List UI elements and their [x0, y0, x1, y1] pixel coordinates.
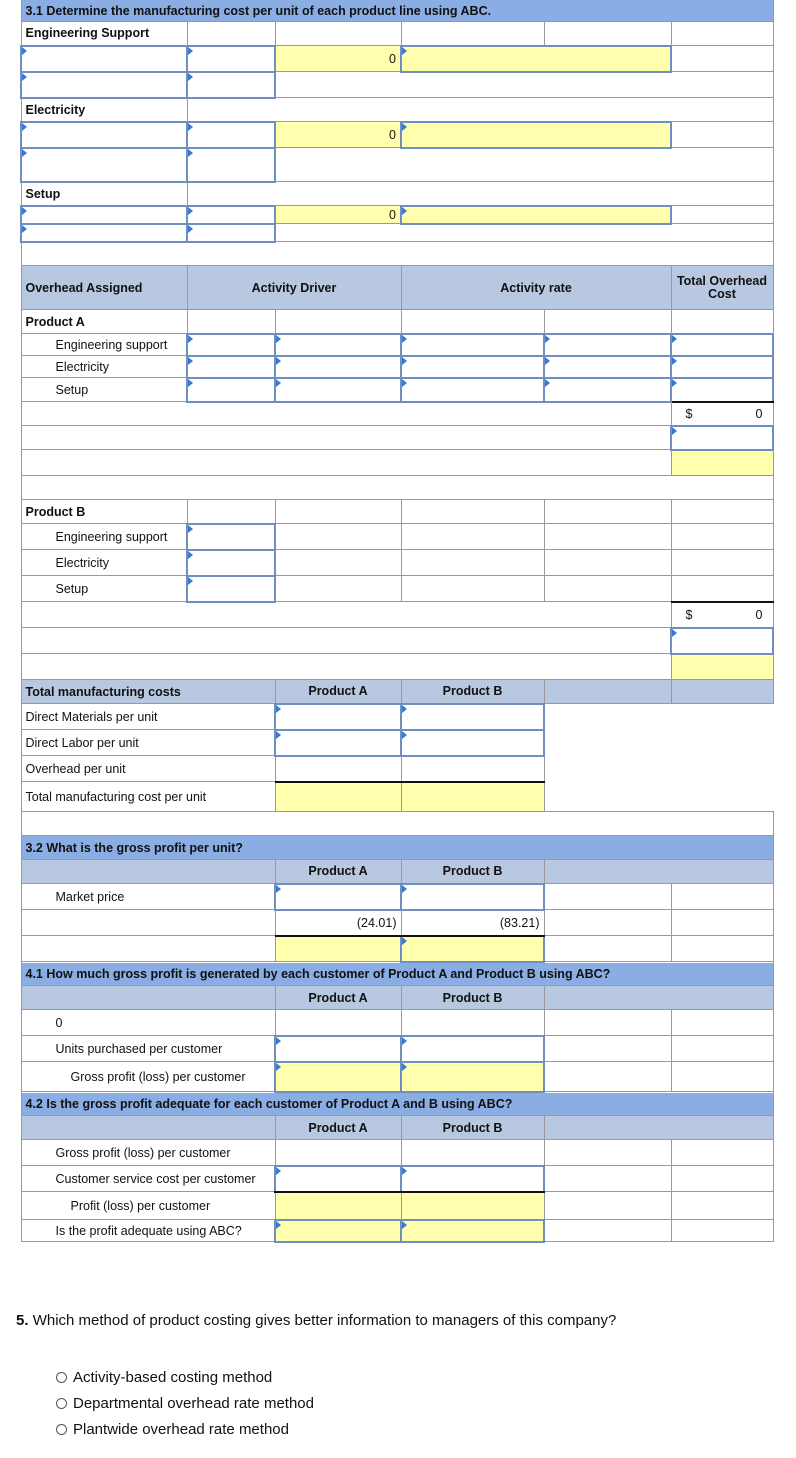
- units-per-customer-b-input[interactable]: [401, 1036, 544, 1062]
- dm-b-input[interactable]: [401, 704, 544, 730]
- eng-input-1[interactable]: [21, 46, 187, 72]
- profit-per-customer-label: Profit (loss) per customer: [21, 1192, 275, 1220]
- a-elec-rate-unit[interactable]: [544, 356, 671, 378]
- a-elec-driver-input[interactable]: [187, 356, 275, 378]
- s42-col-b: Product B: [401, 1116, 544, 1140]
- tmcu-label: Total manufacturing cost per unit: [21, 782, 275, 812]
- question-5-options: [56, 1364, 314, 1442]
- engineering-support-label: Engineering Support: [21, 22, 187, 46]
- units-per-customer-a-input[interactable]: [275, 1036, 401, 1062]
- a-elec-driver-unit[interactable]: [275, 356, 401, 378]
- setup-input-4[interactable]: [187, 224, 275, 242]
- eng-input-3[interactable]: [21, 72, 187, 98]
- a-setup-rate-input[interactable]: [401, 378, 544, 402]
- setup-rate-result: 0: [275, 206, 401, 224]
- eng-rate-unit-input[interactable]: [401, 46, 671, 72]
- product-b-overhead-per-unit: [671, 654, 773, 680]
- a-setup-label: Setup: [21, 378, 187, 402]
- overhead-assigned-header: Overhead Assigned: [21, 266, 187, 310]
- elec-input-3[interactable]: [21, 148, 187, 182]
- a-eng-driver-unit[interactable]: [275, 334, 401, 356]
- section-3-2-title: 3.2 What is the gross profit per unit?: [21, 836, 773, 860]
- a-elec-total-input[interactable]: [671, 356, 773, 378]
- profit-adequate-b-select[interactable]: [401, 1220, 544, 1242]
- product-b-total-overhead: [671, 602, 773, 628]
- product-b-label: Product B: [21, 500, 187, 524]
- abc-worksheet: [20, 0, 774, 1243]
- a-setup-rate-unit[interactable]: [544, 378, 671, 402]
- question-5: [16, 1312, 616, 1329]
- a-eng-total-input[interactable]: [671, 334, 773, 356]
- a-setup-driver-input[interactable]: [187, 378, 275, 402]
- gp-per-customer-a[interactable]: [275, 1062, 401, 1092]
- s32-col-a: Product A: [275, 860, 401, 884]
- gross-profit-b-input[interactable]: [401, 936, 544, 962]
- eng-input-4[interactable]: [187, 72, 275, 98]
- product-b-units-input[interactable]: [671, 628, 773, 654]
- elec-input-4[interactable]: [187, 148, 275, 182]
- product-a-total-overhead: [671, 402, 773, 426]
- s41-col-a: Product A: [275, 986, 401, 1010]
- option-plantwide[interactable]: [56, 1416, 314, 1442]
- profit-per-customer-b: [401, 1192, 544, 1220]
- elec-rate-result: 0: [275, 122, 401, 148]
- product-a-overhead-per-unit: [671, 450, 773, 476]
- dm-label: Direct Materials per unit: [21, 704, 275, 730]
- section-4-1-title: 4.1 How much gross profit is generated by each customer of Product A and Product B using ABC?: [21, 962, 773, 986]
- s42-col-a: Product A: [275, 1116, 401, 1140]
- section-4-2-title: 4.2 Is the gross profit adequate for each customer of Product A and B using ABC?: [21, 1092, 773, 1116]
- tmcu-b-value: [401, 782, 544, 812]
- units-per-customer-label: Units purchased per customer: [21, 1036, 275, 1062]
- oh-a-value: [275, 756, 401, 782]
- b-setup-driver-input[interactable]: [187, 576, 275, 602]
- dl-b-input[interactable]: [401, 730, 544, 756]
- dm-a-input[interactable]: [275, 704, 401, 730]
- s41-row-0: 0: [21, 1010, 275, 1036]
- a-electricity-label: Electricity: [21, 356, 187, 378]
- dl-label: Direct Labor per unit: [21, 730, 275, 756]
- s32-col-b: Product B: [401, 860, 544, 884]
- tmcu-a-value: [275, 782, 401, 812]
- question-5-number: 5.: [16, 1312, 29, 1329]
- oh-b-value: [401, 756, 544, 782]
- tmc-title: Total manufacturing costs: [21, 680, 275, 704]
- s41-col-b: Product B: [401, 986, 544, 1010]
- product-b-total-value: 0: [755, 607, 763, 622]
- setup-input-2[interactable]: [187, 206, 275, 224]
- s32-value-a: (24.01): [275, 910, 401, 936]
- market-price-a-input[interactable]: [275, 884, 401, 910]
- gross-profit-a: [275, 936, 401, 962]
- elec-rate-unit-input[interactable]: [401, 122, 671, 148]
- option-departmental[interactable]: [56, 1390, 314, 1416]
- option-abc[interactable]: [56, 1364, 314, 1390]
- service-cost-a-input[interactable]: [275, 1166, 401, 1192]
- option-plantwide-label[interactable]: Plantwide overhead rate method: [73, 1420, 289, 1438]
- profit-adequate-a-select[interactable]: [275, 1220, 401, 1242]
- b-engineering-label: Engineering support: [21, 524, 187, 550]
- s42-gp-label: Gross profit (loss) per customer: [21, 1140, 275, 1166]
- radio-icon[interactable]: [56, 1372, 67, 1383]
- market-price-b-input[interactable]: [401, 884, 544, 910]
- a-eng-driver-input[interactable]: [187, 334, 275, 356]
- product-a-units-input[interactable]: [671, 426, 773, 450]
- profit-per-customer-a: [275, 1192, 401, 1220]
- activity-driver-header: Activity Driver: [187, 266, 401, 310]
- gp-per-customer-b[interactable]: [401, 1062, 544, 1092]
- product-a-total-value: 0: [755, 406, 763, 421]
- a-setup-total-input[interactable]: [671, 378, 773, 402]
- a-engineering-label: Engineering support: [21, 334, 187, 356]
- question-5-text: Which method of product costing gives better information to managers of this company?: [32, 1312, 617, 1329]
- option-departmental-label[interactable]: Departmental overhead rate method: [73, 1394, 314, 1412]
- profit-adequate-label: Is the profit adequate using ABC?: [21, 1220, 275, 1242]
- customer-service-cost-label: Customer service cost per customer: [21, 1166, 275, 1192]
- a-eng-rate-input[interactable]: [401, 334, 544, 356]
- tmc-col-b: Product B: [401, 680, 544, 704]
- setup-input-1[interactable]: [21, 206, 187, 224]
- elec-input-1[interactable]: [21, 122, 187, 148]
- a-eng-rate-unit[interactable]: [544, 334, 671, 356]
- eng-rate-result: 0: [275, 46, 401, 72]
- activity-rate-header: Activity rate: [401, 266, 671, 310]
- b-setup-label: Setup: [21, 576, 187, 602]
- product-a-label: Product A: [21, 310, 187, 334]
- setup-label: Setup: [21, 182, 187, 206]
- eng-input-2[interactable]: [187, 46, 275, 72]
- radio-icon[interactable]: [56, 1398, 67, 1409]
- setup-input-3[interactable]: [21, 224, 187, 242]
- a-elec-rate-input[interactable]: [401, 356, 544, 378]
- dollar-sign: $: [685, 607, 693, 622]
- setup-rate-unit-input[interactable]: [401, 206, 671, 224]
- service-cost-b-input[interactable]: [401, 1166, 544, 1192]
- elec-input-2[interactable]: [187, 122, 275, 148]
- electricity-label: Electricity: [21, 98, 187, 122]
- s32-value-b: (83.21): [401, 910, 544, 936]
- b-eng-driver-input[interactable]: [187, 524, 275, 550]
- section-3-1-title: 3.1 Determine the manufacturing cost per unit of each product line using ABC.: [21, 0, 773, 22]
- total-overhead-cost-header: Total Overhead Cost: [671, 266, 773, 310]
- dollar-sign: $: [685, 406, 693, 421]
- b-elec-driver-input[interactable]: [187, 550, 275, 576]
- dl-a-input[interactable]: [275, 730, 401, 756]
- radio-icon[interactable]: [56, 1424, 67, 1435]
- oh-label: Overhead per unit: [21, 756, 275, 782]
- option-abc-label[interactable]: Activity-based costing method: [73, 1368, 273, 1386]
- tmc-col-a: Product A: [275, 680, 401, 704]
- a-setup-driver-unit[interactable]: [275, 378, 401, 402]
- market-price-label: Market price: [21, 884, 275, 910]
- gp-per-customer-label: Gross profit (loss) per customer: [21, 1062, 275, 1092]
- b-electricity-label: Electricity: [21, 550, 187, 576]
